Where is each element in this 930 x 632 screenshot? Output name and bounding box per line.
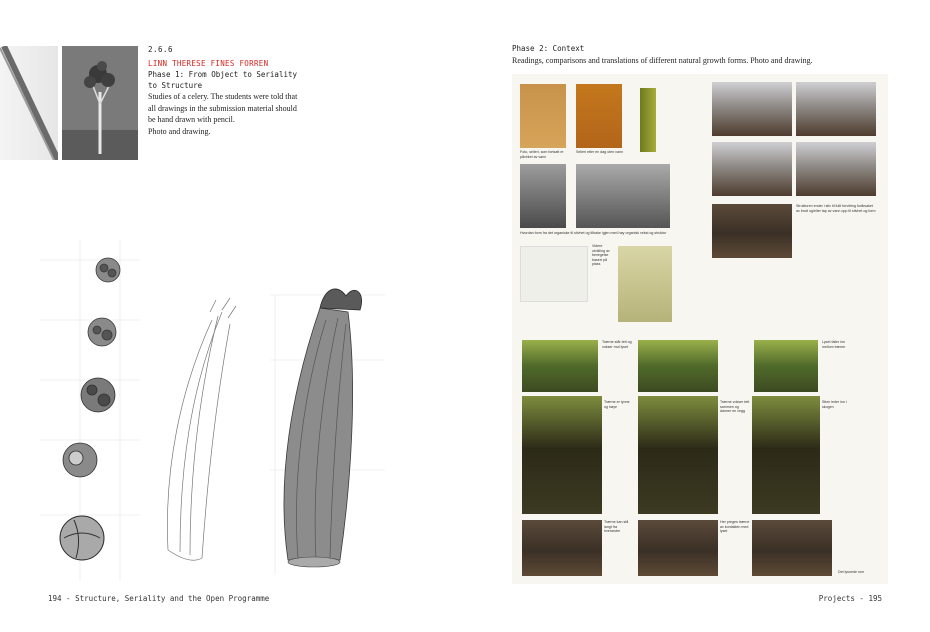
phase-2-description: Readings, comparisons and translations of different natural growth forms. Photo and drawing.	[512, 56, 813, 65]
caption-c8: Lyset faller inn mellom trærne	[822, 340, 846, 349]
photo-wire-model-2	[576, 164, 670, 228]
photo-bare-forest-5	[712, 204, 792, 258]
photo-forest-bottom-3	[752, 520, 832, 576]
photo-bare-forest-4	[796, 142, 876, 196]
photo-deep-forest-1	[522, 396, 602, 514]
caption-c7: Trærne er tynne og høye	[604, 400, 630, 409]
photo-forest-bottom-1	[522, 520, 602, 576]
celery-shaded-drawing	[284, 289, 362, 567]
photo-green-forest-2	[638, 340, 718, 392]
caption-c9: Trærne vokser tett sammen og danner en vegg	[720, 400, 750, 413]
sketch-lines	[520, 246, 588, 302]
photo-wire-model-1	[520, 164, 566, 228]
caption-c10: Stien leder inn i skogen	[822, 400, 847, 409]
photo-forest-bottom-2	[638, 520, 718, 576]
intro-text-block	[148, 44, 298, 137]
caption-c3: Hvordan form fra det organiske til stivhet og tilbake igjen med høy organisk vekst og struktur	[520, 231, 667, 235]
photo-celery-dried	[576, 84, 622, 148]
caption-c1: Foto, selleri, som fortsatt er påvirket av vann	[520, 150, 564, 159]
cross-section-2	[88, 318, 116, 346]
photo-bare-forest-2	[796, 82, 876, 136]
photo-celery-stalk-green	[640, 88, 656, 152]
phase-title: Phase 1: From Object to Seriality to Structure	[148, 70, 298, 90]
right-page-footer: Projects - 195	[818, 594, 882, 603]
cross-section-5	[60, 516, 104, 560]
photo-bare-forest-3	[712, 142, 792, 196]
cross-section-1	[96, 258, 120, 282]
photo-celery-stalk-closeup	[0, 46, 58, 160]
caption-c12: Trærne kan stå langt fra hverandre	[604, 520, 629, 533]
cross-section-4	[63, 443, 97, 477]
right-page-header	[512, 44, 813, 65]
phase-2-title: Phase 2: Context	[512, 44, 585, 53]
caption-c11: Her preges trærne av kontakten med lyset	[720, 520, 750, 533]
photo-deep-forest-2	[638, 396, 718, 514]
photo-wire-sculpture	[618, 246, 672, 322]
caption-c2: Selleri etter en dag uten vann	[576, 150, 623, 154]
section-number: 2.6.6	[148, 45, 174, 54]
caption-c5: Videre utvikling av bevegelse basert på plass	[592, 244, 610, 266]
photo-green-forest-1	[522, 340, 598, 392]
context-board	[512, 74, 888, 584]
celery-drawings	[40, 240, 400, 585]
photo-deep-forest-3	[752, 396, 820, 514]
photo-bare-forest-1	[712, 82, 792, 136]
project-description: Studies of a celery. The students were told that all drawings in the submission material should be hand drawn with pencil.	[148, 92, 298, 124]
medium-note: Photo and drawing.	[148, 126, 211, 136]
photo-celery-fresh	[520, 84, 566, 148]
photo-celery-plant	[62, 46, 138, 160]
caption-c6: Trærne står tett og vokser mot lyset	[602, 340, 632, 349]
caption-c13: Det lysnede rom	[838, 570, 865, 574]
celery-outline-drawing	[167, 298, 236, 560]
cross-section-3	[81, 378, 115, 412]
left-page-footer: 194 - Structure, Seriality and the Open Programme	[48, 594, 270, 603]
caption-c4: Strukturen ender i stiv til fullt forvitring forårsaket av brutt og/eller tap av vann opp til stivhet og form	[796, 204, 876, 213]
photo-green-forest-3	[754, 340, 818, 392]
author-name: LINN THERESE FINES FORREN	[148, 58, 269, 68]
